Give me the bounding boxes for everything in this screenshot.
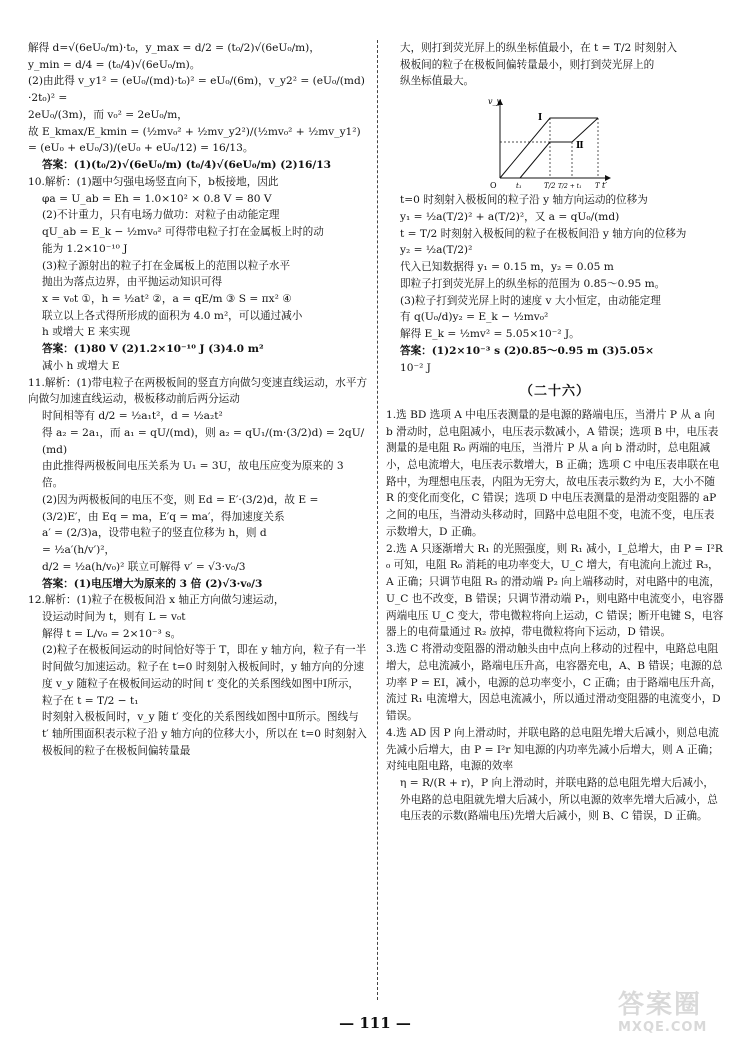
text-line: (2)粒子在极板间运动的时间恰好等于 T，即在 y 轴方向，粒子有一半时间做匀加速运动。粒子在 t=0 时刻射入极板间时，y 轴方向的分速度 v_y 随粒子在极板间运动的时间 t′ 变化的关系图线如图中Ⅰ所示，粒子在 t = T/2 − t₁ [42, 644, 367, 707]
curve-2 [520, 118, 598, 178]
tick-t: T [595, 182, 600, 191]
text-line: (2)因为两极板间的电压不变，则 Ed = E′·(3/2)d，故 E = [42, 493, 319, 506]
text-line: 10.解析：(1)题中匀强电场竖直向下，b板接地，因此 [28, 175, 279, 188]
right-top-text [386, 40, 724, 90]
text-line: d/2 = ½a(h/v₀)² 联立可解得 v′ = √3·v₀/3 [42, 560, 246, 573]
column-divider [377, 40, 378, 1000]
text-line: y₂ = ½a(T/2)² [400, 244, 473, 257]
text-line: 即粒子打到荧光屏上的纵坐标的范围为 0.85～0.95 m。 [400, 277, 666, 290]
x-axis-label: t′ [602, 181, 608, 191]
watermark-logo [618, 990, 738, 1042]
text-line: (3)粒子源射出的粒子打在金属板上的范围以粒子水平 [42, 259, 291, 272]
text-line: (2)不计重力，只有电场力做功：对粒子由动能定理 [42, 209, 280, 222]
text-line: h 或增大 E 来实现 [42, 326, 131, 339]
text-line: y_min = d/4 = (t₀/4)√(6eU₀/m)。 [28, 58, 201, 71]
text-line: 抛出为落点边界，由平抛运动知识可得 [42, 276, 223, 289]
y-axis-label: v_y [488, 97, 502, 107]
text-line: 由此推得两极板间电压关系为 U₁ = 3U，故电压应变为原来的 3 倍。 [42, 460, 344, 490]
text-line: 解得 E_k = ½mv² = 5.05×10⁻² J。 [400, 328, 580, 341]
tick-t1: t₁ [516, 182, 522, 191]
text-line: 2eU₀/(3m)，而 v₀² = 2eU₀/m， [28, 108, 188, 121]
text-line: 时间相等有 d/2 = ½a₁t²，d = ½a₂t² [42, 410, 223, 423]
text-line: 11.解析：(1)带电粒子在两极板间的竖直方向做匀变速直线运动，水平方向做匀加速直线运动，极板移动前后两分运动 [28, 376, 368, 406]
text-line: 纵坐标值最大。 [400, 75, 475, 88]
text-line: 答案：(1)电压增大为原来的 3 倍 (2)√3·v₀/3 [42, 577, 263, 590]
text-line: (3/2)E′，由 Eq = ma，E′q = ma′，得加速度关系 [42, 510, 285, 523]
text-line: 得 a₂ = 2a₁，而 a₁ = qU/(md)，则 a₂ = qU₁/(m·(3/2)d) = 2qU/(md) [42, 426, 365, 456]
watermark-line2: MXQE.COM [618, 1020, 708, 1035]
left-column [28, 40, 368, 760]
text-line: 减小 h 或增大 E [42, 359, 120, 372]
text-line: x = v₀t ①，h = ½at² ②，a = qE/m ③ S = πx² ④ [42, 293, 292, 306]
text-line: η = R/(R + r)，P 向上滑动时，并联电路的总电阻先增大后减小，外电路的总电阻就先增大后减小，所以电源的效率先增大后减小，总电压表的示数(路端电压)先增大后减小，则 B、C 错误，D 正确。 [400, 776, 718, 823]
text-line: qU_ab = E_k − ½mv₀² 可得带电粒子打在金属板上时的动 [42, 226, 324, 239]
text-line: a′ = (2/3)a，设带电粒子的竖直位移为 h，则 d [42, 527, 267, 540]
text-line: 1.选 BD 选项 A 中电压表测量的是电源的路端电压，当滑片 P 从 a 向 b 滑动时，总电阻减小，电压表示数减小，A 错误；选项 B 中，电压表测量的是电阻 R₀ 两端的电压，当滑片 P 从 a 向 b 滑动时，总电阻减小，总电流增大，电压表示数增大，B 正确；选项 C 中电压表串联在电路中，为理想电压表，内阻为无穷大，故电压表示数约为 E，大小不随 R 的变化而变化，C 错误；选项 D 中电压表测量的是滑动变阻器的 aP 之间的电压，当滑动头移动时，回路中总电阻不变，电流不变，电压表示数增大，D 正确。 [386, 408, 720, 538]
watermark-line1: 答案圈 [618, 990, 703, 1020]
text-line: 能为 1.2×10⁻¹⁰ J [42, 242, 128, 255]
tick-half-t: T/2 [544, 182, 556, 191]
text-line: 3.选 C 将滑动变阻器的滑动触头由中点向上移动的过程中，电路总电阻增大，总电流减小，路端电压升高，电容器充电，A、B 错误；电源的总功率 P = EI，减小，电源的总功率变小，C 正确；由于路端电压升高，流过 R₁ 电流增大，因总电流减小，所以通过滑动变阻器的电流变小，D 错误。 [386, 643, 723, 723]
vy-time-graph [486, 92, 616, 190]
text-line: 4.选 AD 因 P 向上滑动时，并联电路的总电阻先增大后减小，则总电流先减小后增大，由 P = I²r 知电源的内功率先减小后增大，则 A 正确；对纯电阻电路，电源的效率 [386, 726, 719, 773]
text-line: (2)由此得 v_y1² = (eU₀/(md)·t₀)² = eU₀/(6m)，v_y2² = (eU₀/(md)·2t₀)² = [28, 75, 365, 105]
right-column [386, 40, 724, 825]
text-line: = ½a′(h/v′)²， [42, 544, 116, 557]
text-line: 答案：(1)(t₀/2)√(6eU₀/m) (t₀/4)√(6eU₀/m) (2)16/13 [42, 159, 332, 172]
text-line: φa = U_ab = Eh = 1.0×10² × 0.8 V = 80 V [42, 192, 272, 205]
section-title: （二十六） [519, 384, 590, 400]
page-number: — 111 — [339, 1014, 411, 1032]
text-line: 答案：(1)2×10⁻³ s (2)0.85～0.95 m (3)5.05× [400, 344, 654, 357]
text-line: t = T/2 时刻射入极板间的粒子在极板间沿 y 轴方向的位移为 [400, 227, 687, 240]
text-line: 大，则打到荧光屏上的纵坐标值最小，在 t = T/2 时刻射入 [400, 42, 678, 54]
text-line: 联立以上各式得所形成的面积为 4.0 m²，可以通过减小 [42, 309, 303, 322]
text-line: 代入已知数据得 y₁ = 0.15 m，y₂ = 0.05 m [400, 261, 614, 274]
text-line: 解得 t = L/v₀ = 2×10⁻³ s。 [42, 627, 182, 640]
text-line: 设运动时间为 t，则有 L = v₀t [42, 610, 186, 623]
text-line: t=0 时刻射入极板间的粒子沿 y 轴方向运动的位移为 [400, 194, 648, 207]
right-bottom-text [386, 407, 724, 825]
tick-half-t-plus-t1: T/2 + t₁ [558, 183, 582, 191]
text-line: 故 E_kmax/E_kmin = (½mv₀² + ½mv_y2²)/(½mv₀² + ½mv_y1²) = (eU₀ + eU₀/3)/(eU₀ + eU₀/12) = 16/13。 [28, 125, 361, 155]
origin-label: O [490, 181, 497, 191]
text-line: 极板间的粒子在极板间偏转量最小，则打到荧光屏上的 [400, 58, 655, 71]
text-line: y₁ = ½a(T/2)² + a(T/2)²，又 a = qU₀/(md) [400, 210, 620, 223]
text-line: 答案：(1)80 V (2)1.2×10⁻¹⁰ J (3)4.0 m² [42, 343, 264, 356]
text-line: 2.选 A 只逐渐增大 R₁ 的光照强度，则 R₁ 减小，I_总增大，由 P = I²R₀ 可知，电阻 R₀ 消耗的电功率变大，U_C 增大，有电流向上流过 R₃，A 正确；只调节电阻 R₃ 的滑动端 P₂ 向上端移动时，对电路中的电流，U_C 也不改变，B 错误；只调节滑动端 P₁，则电路中电流变小，电容器两端电压 U_C 变大，带电微粒将向上运动，C 错误；断开电键 S，电容器上的电荷量通过 R₂ 放掉，带电微粒将向下运动，D 错误。 [386, 542, 724, 639]
text-line: 12.解析：(1)粒子在极板间沿 x 轴正方向做匀速运动， [28, 594, 285, 607]
text-line: (3)粒子打到荧光屏上时的速度 v 大小恒定，由动能定理 [400, 294, 661, 307]
right-mid-text [386, 192, 724, 376]
curve-1-label: Ⅰ [538, 113, 543, 124]
text-line: 解得 d=√(6eU₀/m)·t₀，y_max = d/2 = (t₀/2)√(6eU₀/m)， [28, 42, 320, 54]
text-line: 10⁻² J [400, 361, 431, 374]
text-line: 有 q(U₀/d)y₂ = E_k − ½mv₀² [400, 311, 549, 324]
curve-2-label: Ⅱ [576, 141, 584, 152]
text-line: 时刻射入极板间时，v_y 随 t′ 变化的关系图线如图中Ⅱ所示。图线与 t′ 轴所围面积表示粒子沿 y 轴方向的位移大小，所以在 t=0 时刻射入极板间的粒子在极板间偏转量最 [42, 711, 367, 757]
